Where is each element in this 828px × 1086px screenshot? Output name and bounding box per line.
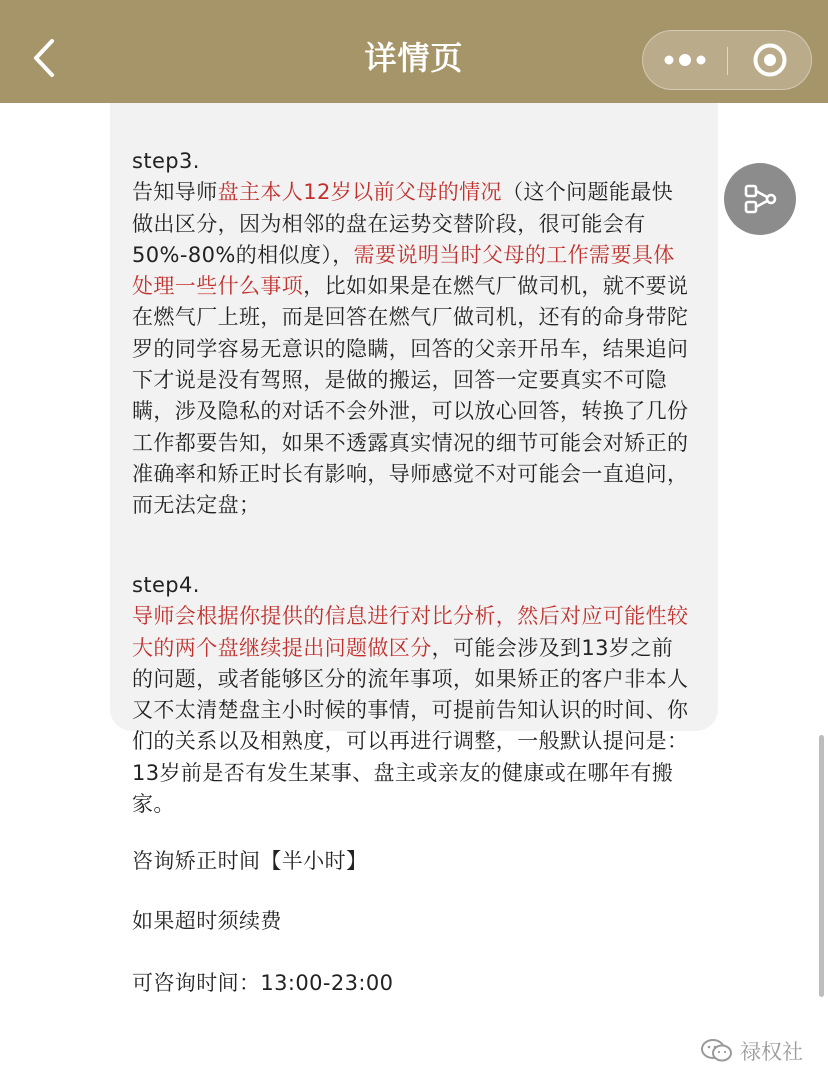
menu-capsule xyxy=(642,30,812,90)
more-button[interactable] xyxy=(643,31,727,89)
more-dots-icon xyxy=(663,54,707,66)
target-circle-icon xyxy=(752,42,788,78)
top-navbar xyxy=(0,0,828,103)
step3-heading: step3. xyxy=(132,149,200,173)
consult-duration-text: 咨询矫正时间【半小时】 xyxy=(132,849,368,873)
step4-section xyxy=(132,570,692,820)
watermark xyxy=(700,1036,803,1066)
step4-highlight: 导师会根据你提供的信息进行对比分析，然后对应可能性较大的两个盘继续提出问题做区分 xyxy=(132,604,689,660)
available-hours-text: 可咨询时间：13:00-23:00 xyxy=(132,971,394,995)
step3-segment: （这个问题能最快做出区分，因为相邻的盘在运势交替阶段，很可能会有50%-80%的相似度）， xyxy=(132,180,674,267)
step3-section xyxy=(132,146,692,522)
step3-highlight: 需要说明当时父母的工作需要具体处理一些什么事项 xyxy=(132,242,675,299)
overtime-note-text: 如果超时须续费 xyxy=(132,909,282,933)
page-title: 详情页 xyxy=(364,39,464,77)
scrollbar-thumb[interactable] xyxy=(819,735,824,997)
step3-highlight: 盘主本人12岁以前父母的情况 xyxy=(217,180,502,205)
share-nodes-icon xyxy=(740,179,780,219)
step3-segment: 告知导师 xyxy=(132,180,218,205)
float-share-button[interactable] xyxy=(724,163,796,235)
step3-segment: ，比如如果是在燃气厂做司机，就不要说在燃气厂上班，而是回答在燃气厂做司机，还有的命身带陀罗的同学容易无意识的隐瞒，回答的父亲开吊车，结果追问下才说是没有驾照，是做的搬运，回答一定要真实不可隐瞒，涉及隐私的对话不会外泄，可以放心回答，转换了几份工作都要告知，如果不透露真实情况的细节可能会对矫正的准确率和矫正时长有影响，导师感觉不对可能会一直追问，而无法定盘； xyxy=(132,274,689,518)
step4-body xyxy=(132,601,692,820)
wechat-icon xyxy=(700,1037,734,1065)
close-button[interactable] xyxy=(728,31,812,89)
watermark-text: 禄权社 xyxy=(740,1040,803,1064)
step4-segment: ，可能会涉及到13岁之前的问题，或者能够区分的流年事项，如果矫正的客户非本人又不太清楚盘主小时候的事情，可提前告知认识的时间、你们的关系以及相熟度，可以再进行调整，一般默认提问是：13岁前是否有发生某事、盘主或亲友的健康或在哪年有搬家。 xyxy=(132,635,689,817)
step4-heading: step4. xyxy=(132,573,200,597)
step3-body xyxy=(132,177,692,521)
